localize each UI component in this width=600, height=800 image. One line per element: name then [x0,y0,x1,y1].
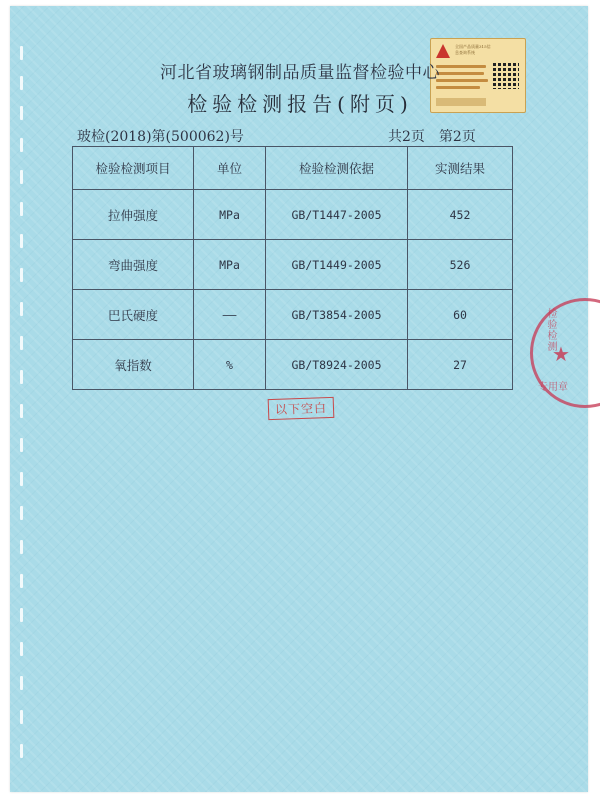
header-basis: 检验检测依据 [266,147,408,190]
cell-basis: GB/T1449-2005 [266,240,408,290]
header-result: 实测结果 [408,147,513,190]
institution-name: 河北省玻璃钢制品质量监督检验中心 [160,63,440,83]
total-pages: 共2页 [388,129,425,145]
cell-item: 巴氏硬度 [73,290,194,340]
table-row [73,240,513,290]
cell-unit: MPa [194,190,266,240]
seal-star-icon: ★ [552,342,570,366]
table-row [73,190,513,240]
cell-result: 60 [408,290,513,340]
results-table [72,146,513,390]
cell-basis: GB/T1447-2005 [266,190,408,240]
table-row [73,340,513,390]
seal-bottom-text: 专用章 [538,382,568,393]
page-count [388,126,490,146]
report-number: 玻检(2018)第(500062)号 [77,129,244,145]
cell-item: 氧指数 [73,340,194,390]
cell-item: 弯曲强度 [73,240,194,290]
table-row [73,290,513,340]
warning-logo-icon [436,44,450,58]
cell-result: 27 [408,340,513,390]
header-item: 检验检测项目 [73,147,194,190]
blank-below-stamp: 以下空白 [268,397,335,420]
cell-result: 526 [408,240,513,290]
cell-basis: GB/T8924-2005 [266,340,408,390]
table-header-row [73,147,513,190]
seal-top-text: 检验检测 [545,308,556,352]
badge-text: 全国产品质量315信息查询系统 [455,44,491,55]
cell-result: 452 [408,190,513,240]
cell-basis: GB/T3854-2005 [266,290,408,340]
binding-marks [20,46,24,766]
header-unit: 单位 [194,147,266,190]
report-title: 检验检测报告(附页) [187,92,413,116]
cell-item: 拉伸强度 [73,190,194,240]
current-page: 第2页 [438,129,476,145]
cell-unit: MPa [194,240,266,290]
cell-unit: —— [194,290,266,340]
cell-unit: % [194,340,266,390]
